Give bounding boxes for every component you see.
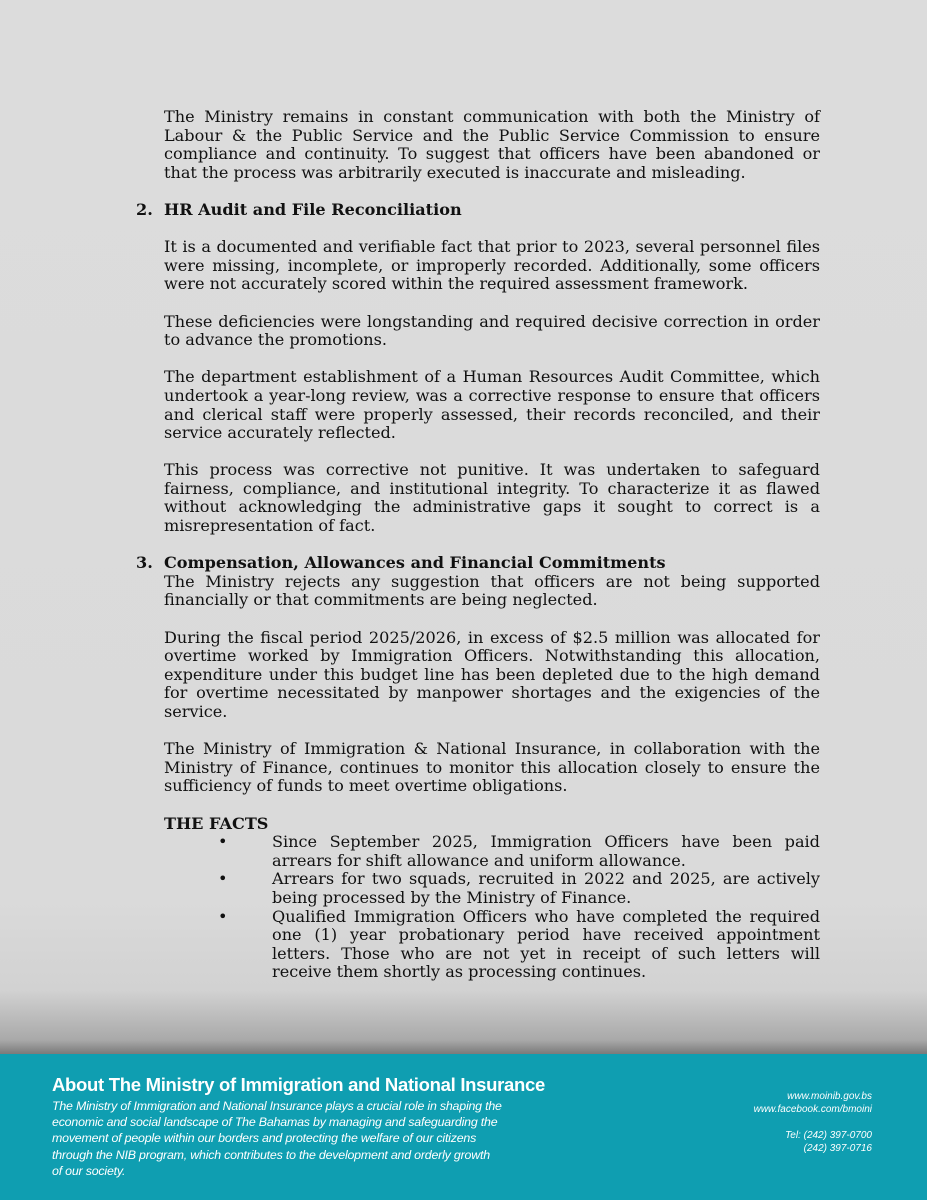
document-body — [136, 108, 820, 982]
section-3-heading — [136, 554, 820, 573]
ministry-footer — [0, 1054, 927, 1200]
section-2-paragraph: This process was corrective not punitive. It was undertaken to safeguard fairness, compliance, and institutional integrity. To characterize it as flawed without acknowledging the administrative gaps it sought to correct is a misrepresentation of fact. — [164, 460, 820, 536]
section-2-heading — [136, 201, 820, 220]
fact-text: Qualified Immigration Officers who have completed the required one (1) year probationary period have received appointment letters. Those who are not yet in receipt of such letters will receive them shortly as processing continues. — [272, 906, 820, 982]
phone-number-2: (242) 397-0716 — [803, 1143, 872, 1154]
footer-title: About The Ministry of Immigration and National Insurance — [52, 1074, 546, 1095]
facebook-link[interactable]: www.facebook.com/bmoini — [753, 1104, 872, 1115]
section-3-paragraph: The Ministry of Immigration & National Insurance, in collaboration with the Ministry of Finance, continues to monitor this allocation closely to ensure the sufficiency of funds to meet overtime obligations. — [164, 739, 820, 796]
section-3-paragraph: The Ministry rejects any suggestion that officers are not being supported financially or that commitments are being neglected. — [164, 571, 820, 610]
footer-description: The Ministry of Immigration and National Insurance plays a crucial role in shaping the economic and social landscape of The Bahamas by managing and safeguarding the movement of people within our borders and protecting the welfare of our citizens through the NIB program, which contributes to the development and orderly growth of our society. — [52, 1099, 502, 1178]
contact-spacer — [754, 1116, 872, 1129]
bullet-icon: • — [218, 906, 228, 926]
footer-contact — [754, 1090, 872, 1155]
bullet-icon: • — [218, 869, 228, 889]
bullet-icon: • — [218, 832, 228, 852]
fact-text: Since September 2025, Immigration Officers have been paid arrears for shift allowance and uniform allowance. — [272, 832, 820, 870]
facts-list — [164, 833, 820, 982]
section-2-paragraph: These deficiencies were longstanding and required decisive correction in order to advance the promotions. — [164, 311, 820, 350]
phone-number-1: Tel: (242) 397-0700 — [785, 1130, 872, 1141]
section-3-number: 3. — [136, 553, 153, 573]
list-item — [164, 870, 820, 907]
section-2-title: HR Audit and File Reconciliation — [164, 199, 462, 219]
section-2-paragraph: The department establishment of a Human Resources Audit Committee, which undertook a year-long review, was a corrective response to ensure that officers and clerical staff were properly assessed, their records reconciled, and their service accurately reflected. — [164, 367, 820, 443]
section-3-paragraph: During the fiscal period 2025/2026, in excess of $2.5 million was allocated for overtime worked by Immigration Officers. Notwithstanding this allocation, expenditure under this budget line has been depleted due to the high demand for overtime necessitated by manpower shortages and the exigencies of the service. — [164, 627, 820, 721]
section-2-number: 2. — [136, 199, 153, 219]
fact-text: Arrears for two squads, recruited in 2022 and 2025, are actively being processed by the Ministry of Finance. — [272, 869, 820, 907]
website-link[interactable]: www.moinib.gov.bs — [787, 1091, 872, 1102]
facts-heading: THE FACTS — [164, 813, 269, 833]
list-item — [164, 908, 820, 982]
intro-paragraph: The Ministry remains in constant communication with both the Ministry of Labour & the Public Service and the Public Service Commission to ensure compliance and continuity. To suggest that officers have been abandoned or that the process was arbitrarily executed is inaccurate and misleading. — [164, 107, 820, 182]
section-2-paragraph: It is a documented and verifiable fact that prior to 2023, several personnel files were missing, incomplete, or improperly recorded. Additionally, some officers were not accurately scored within the required assessment framework. — [164, 237, 820, 294]
list-item — [164, 833, 820, 870]
section-3-title: Compensation, Allowances and Financial Commitments — [164, 553, 666, 573]
